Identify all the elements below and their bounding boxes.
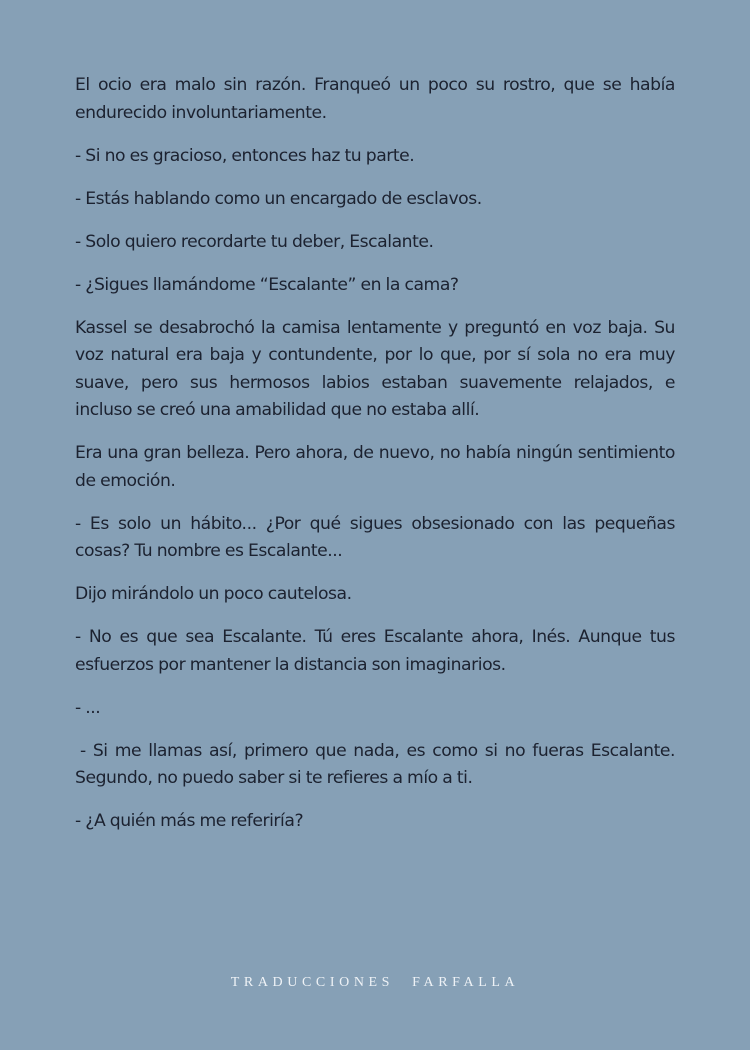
- dialogue-line: - No es que sea Escalante. Tú eres Escalante ahora, Inés. Aunque tus esfuerzos por mantener la distancia son imaginarios.: [75, 627, 675, 675]
- translator-credit: TRADUCCIONES FARFALLA: [230, 975, 520, 990]
- paragraph: Era una gran belleza. Pero ahora, de nuevo, no había ningún sentimiento de emoción.: [75, 443, 675, 491]
- dialogue-line: - Si me llamas así, primero que nada, es como si no fueras Escalante. Segundo, no puedo saber si te refieres a mío a ti.: [75, 740, 675, 788]
- document-body: [75, 72, 675, 851]
- dialogue-line: - ...: [75, 697, 101, 718]
- paragraph: Dijo mirándolo un poco cautelosa.: [75, 584, 352, 604]
- paragraph: Kassel se desabrochó la camisa lentamente y preguntó en voz baja. Su voz natural era baja y contundente, por lo que, por sí sola no era muy suave, pero sus hermosos labios estaban suavemente relajados, e incluso se creó una amabilidad que no estaba allí.: [75, 317, 675, 420]
- dialogue-line: - ¿A quién más me referiría?: [75, 811, 304, 831]
- dialogue-line: - ¿Sigues llamándome “Escalante” en la cama?: [75, 274, 459, 295]
- dialogue-line: - Solo quiero recordarte tu deber, Escalante.: [75, 231, 434, 252]
- paragraph: El ocio era malo sin razón. Franqueó un poco su rostro, que se había endurecido involuntariamente.: [75, 75, 675, 123]
- dialogue-line: - Estás hablando como un encargado de esclavos.: [75, 188, 482, 209]
- dialogue-line: - Si no es gracioso, entonces haz tu parte.: [75, 145, 415, 166]
- dialogue-line: - Es solo un hábito... ¿Por qué sigues obsesionado con las pequeñas cosas? Tu nombre es Escalante...: [75, 513, 675, 561]
